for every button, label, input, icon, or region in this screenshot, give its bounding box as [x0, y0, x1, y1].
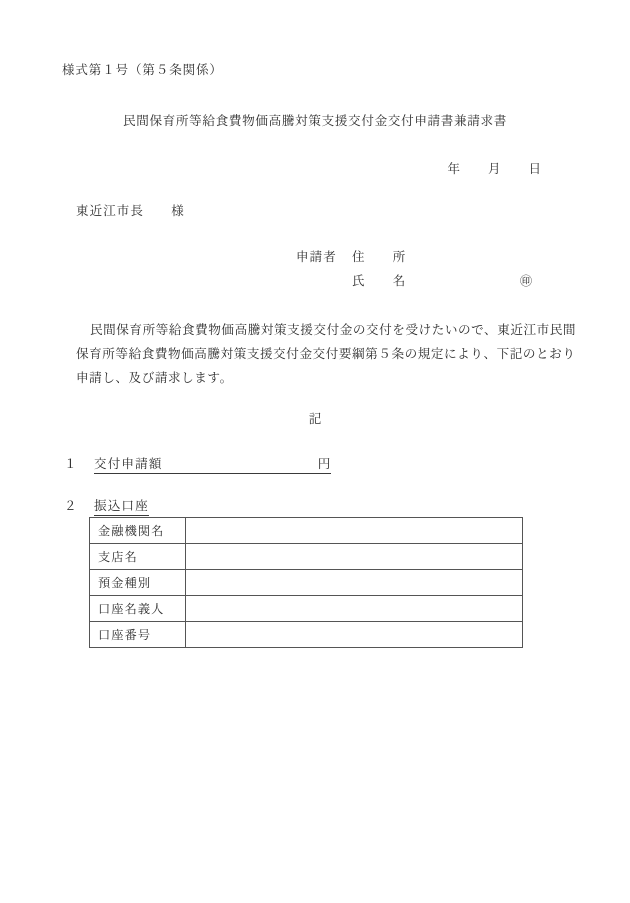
item-application-amount: [64, 453, 331, 474]
bank-row-label: 金融機関名: [90, 518, 186, 544]
bank-row-label: 口座番号: [90, 622, 186, 648]
applicant-address-row: [296, 247, 536, 271]
applicant-title-label: 申請者: [296, 249, 337, 264]
applicant-name-label: 氏 名: [352, 273, 407, 288]
addressee-line: 東近江市長 様: [76, 203, 185, 218]
form-code: 様式第１号（第５条関係）: [62, 62, 223, 77]
bank-row-value-input[interactable]: [186, 622, 523, 648]
item-2-label: 振込口座: [94, 495, 149, 516]
bank-row-label: 支店名: [90, 544, 186, 570]
applicant-address-label: 住 所: [352, 249, 407, 264]
body-line-3: 申請し、及び請求します。: [76, 370, 233, 385]
bank-row-value-input[interactable]: [186, 518, 523, 544]
body-line-2: 保育所等給食費物価高騰対策支援交付金交付要綱第５条の規定により、下記のとおり: [76, 346, 576, 361]
date-line: 年 月 日: [447, 161, 542, 176]
item-1-label: 交付申請額: [94, 456, 163, 471]
seal-icon: ㊞: [519, 274, 532, 288]
document-title: 民間保育所等給食費物価高騰対策支援交付金交付申請書兼請求書: [122, 113, 508, 128]
applicant-block: [296, 247, 536, 295]
body-line-1: 民間保育所等給食費物価高騰対策支援交付金の交付を受けたいので、東近江市民間: [90, 322, 577, 337]
table-row: [90, 518, 523, 544]
bank-account-table-body: [90, 518, 523, 648]
table-row: [90, 544, 523, 570]
bank-row-value-input[interactable]: [186, 570, 523, 596]
body-paragraph: [76, 318, 577, 390]
bank-account-table: [89, 517, 523, 648]
bank-row-value-input[interactable]: [186, 544, 523, 570]
table-row: [90, 596, 523, 622]
item-2-number: ２: [64, 498, 78, 513]
item-1-underlined-group: [94, 453, 331, 474]
item-bank-account: [64, 495, 149, 516]
applicant-name-row: [296, 271, 536, 295]
table-row: [90, 622, 523, 648]
item-1-unit: 円: [317, 456, 332, 471]
bank-row-label: 預金種別: [90, 570, 186, 596]
bank-row-value-input[interactable]: [186, 596, 523, 622]
item-1-number: １: [64, 456, 78, 471]
bank-row-label: 口座名義人: [90, 596, 186, 622]
table-row: [90, 570, 523, 596]
ki-mark: 記: [308, 411, 322, 426]
